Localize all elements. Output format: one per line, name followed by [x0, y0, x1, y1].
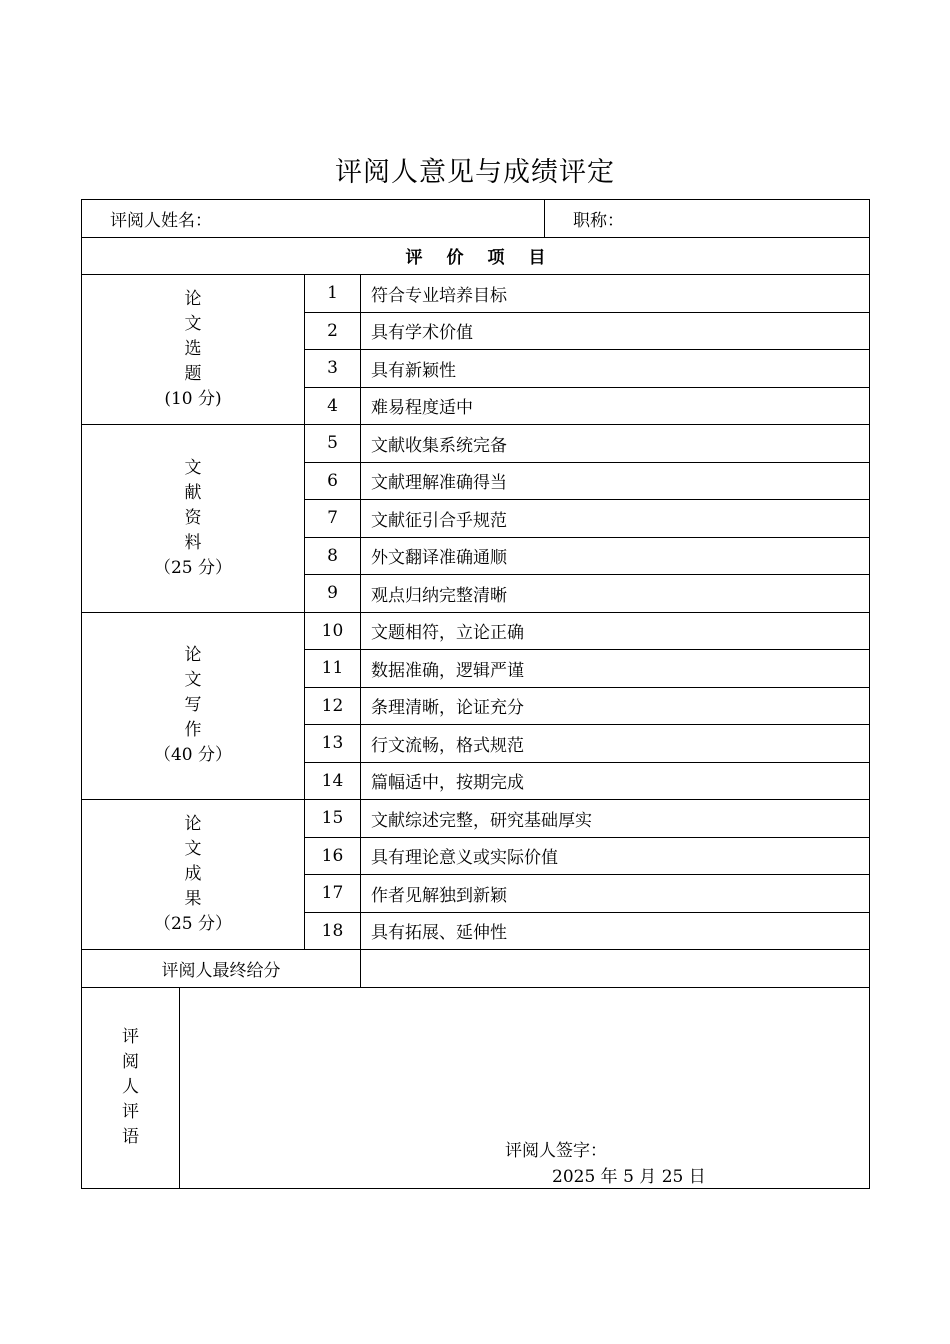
- item-number: 3: [305, 350, 361, 388]
- evaluation-item-row: [82, 425, 870, 463]
- item-number: 16: [305, 837, 361, 875]
- item-number: 17: [305, 875, 361, 913]
- comments-label-char: 评: [122, 1102, 139, 1122]
- item-text: 作者见解独到新颖: [361, 875, 870, 913]
- category-char: 文: [184, 670, 202, 691]
- category-char: 写: [184, 695, 202, 716]
- item-number: 9: [305, 575, 361, 613]
- item-text: 具有拓展、延伸性: [361, 912, 870, 950]
- category-char: 题: [184, 364, 202, 384]
- page-title: 评阅人意见与成绩评定: [335, 157, 615, 188]
- item-text: 条理清晰，论证充分: [361, 687, 870, 725]
- evaluation-items-heading: [82, 237, 870, 275]
- job-title-field[interactable]: [545, 200, 870, 238]
- item-text: 文献综述完整，研究基础厚实: [361, 800, 870, 838]
- comments-label-char: 人: [122, 1077, 139, 1097]
- item-number: 6: [305, 462, 361, 500]
- item-text: 观点归纳完整清晰: [361, 575, 870, 613]
- category-char: 选: [184, 339, 202, 359]
- item-text: 难易程度适中: [361, 387, 870, 425]
- category-score: （40 分）: [153, 745, 233, 766]
- item-number: 11: [305, 650, 361, 688]
- comments-label-char: 评: [122, 1027, 139, 1047]
- reviewer-name-label: 评阅人姓名：: [110, 210, 212, 231]
- heading-char: 价: [446, 248, 464, 269]
- comments-field[interactable]: [180, 987, 870, 1188]
- category-char: 成: [184, 864, 202, 884]
- category-char: 论: [184, 289, 202, 309]
- heading-char: 评: [405, 248, 423, 269]
- category-score: （25 分）: [153, 914, 233, 934]
- item-text: 具有新颖性: [361, 350, 870, 388]
- item-number: 12: [305, 687, 361, 725]
- item-number: 15: [305, 800, 361, 838]
- comments-label-char: 语: [122, 1127, 139, 1147]
- item-text: 符合专业培养目标: [361, 275, 870, 313]
- heading-char: 目: [528, 248, 546, 269]
- item-text: 文献收集系统完备: [361, 425, 870, 463]
- category-char: 文: [184, 839, 202, 859]
- section-header-row: [82, 237, 870, 275]
- category-char: 论: [184, 814, 202, 834]
- item-number: 8: [305, 537, 361, 575]
- item-number: 13: [305, 725, 361, 763]
- category-score: (10 分): [164, 389, 222, 409]
- category-char: 论: [184, 645, 202, 666]
- category-label: [82, 612, 305, 800]
- item-text: 文题相符，立论正确: [361, 612, 870, 650]
- category-char: 献: [184, 482, 202, 503]
- review-date: 2025 年 5 月 25 日: [552, 1166, 706, 1187]
- item-number: 1: [305, 275, 361, 313]
- item-text: 具有理论意义或实际价值: [361, 837, 870, 875]
- item-text: 具有学术价值: [361, 312, 870, 350]
- heading-char: 项: [487, 248, 505, 269]
- comments-row: [82, 987, 870, 1188]
- reviewer-name-field[interactable]: [82, 200, 545, 238]
- signature-label: 评阅人签字：: [505, 1140, 607, 1161]
- item-text: 行文流畅，格式规范: [361, 725, 870, 763]
- item-text: 外文翻译准确通顺: [361, 537, 870, 575]
- category-label: [82, 800, 305, 950]
- category-char: 果: [184, 889, 202, 909]
- comments-label-char: 阅: [122, 1052, 139, 1072]
- item-text: 文献征引合乎规范: [361, 500, 870, 538]
- category-char: 作: [184, 720, 202, 741]
- item-number: 10: [305, 612, 361, 650]
- category-label: [82, 275, 305, 425]
- item-number: 7: [305, 500, 361, 538]
- category-label: [82, 425, 305, 613]
- final-score-label: 评阅人最终给分: [82, 950, 361, 988]
- final-score-field[interactable]: [361, 950, 870, 988]
- evaluation-item-row: [82, 800, 870, 838]
- item-number: 5: [305, 425, 361, 463]
- category-char: 文: [184, 314, 202, 334]
- final-score-row: [82, 950, 870, 988]
- item-text: 文献理解准确得当: [361, 462, 870, 500]
- item-number: 14: [305, 762, 361, 800]
- category-char: 料: [184, 532, 202, 553]
- evaluation-item-row: [82, 612, 870, 650]
- item-number: 2: [305, 312, 361, 350]
- item-number: 4: [305, 387, 361, 425]
- item-text: 数据准确，逻辑严谨: [361, 650, 870, 688]
- category-char: 文: [184, 457, 202, 478]
- evaluation-form-table: [81, 199, 870, 1189]
- evaluation-item-row: [82, 275, 870, 313]
- category-char: 资: [184, 507, 202, 528]
- item-number: 18: [305, 912, 361, 950]
- category-score: （25 分）: [153, 557, 233, 578]
- item-text: 篇幅适中，按期完成: [361, 762, 870, 800]
- job-title-label: 职称：: [573, 210, 624, 231]
- comments-label: [82, 987, 180, 1188]
- reviewer-info-row: [82, 200, 870, 238]
